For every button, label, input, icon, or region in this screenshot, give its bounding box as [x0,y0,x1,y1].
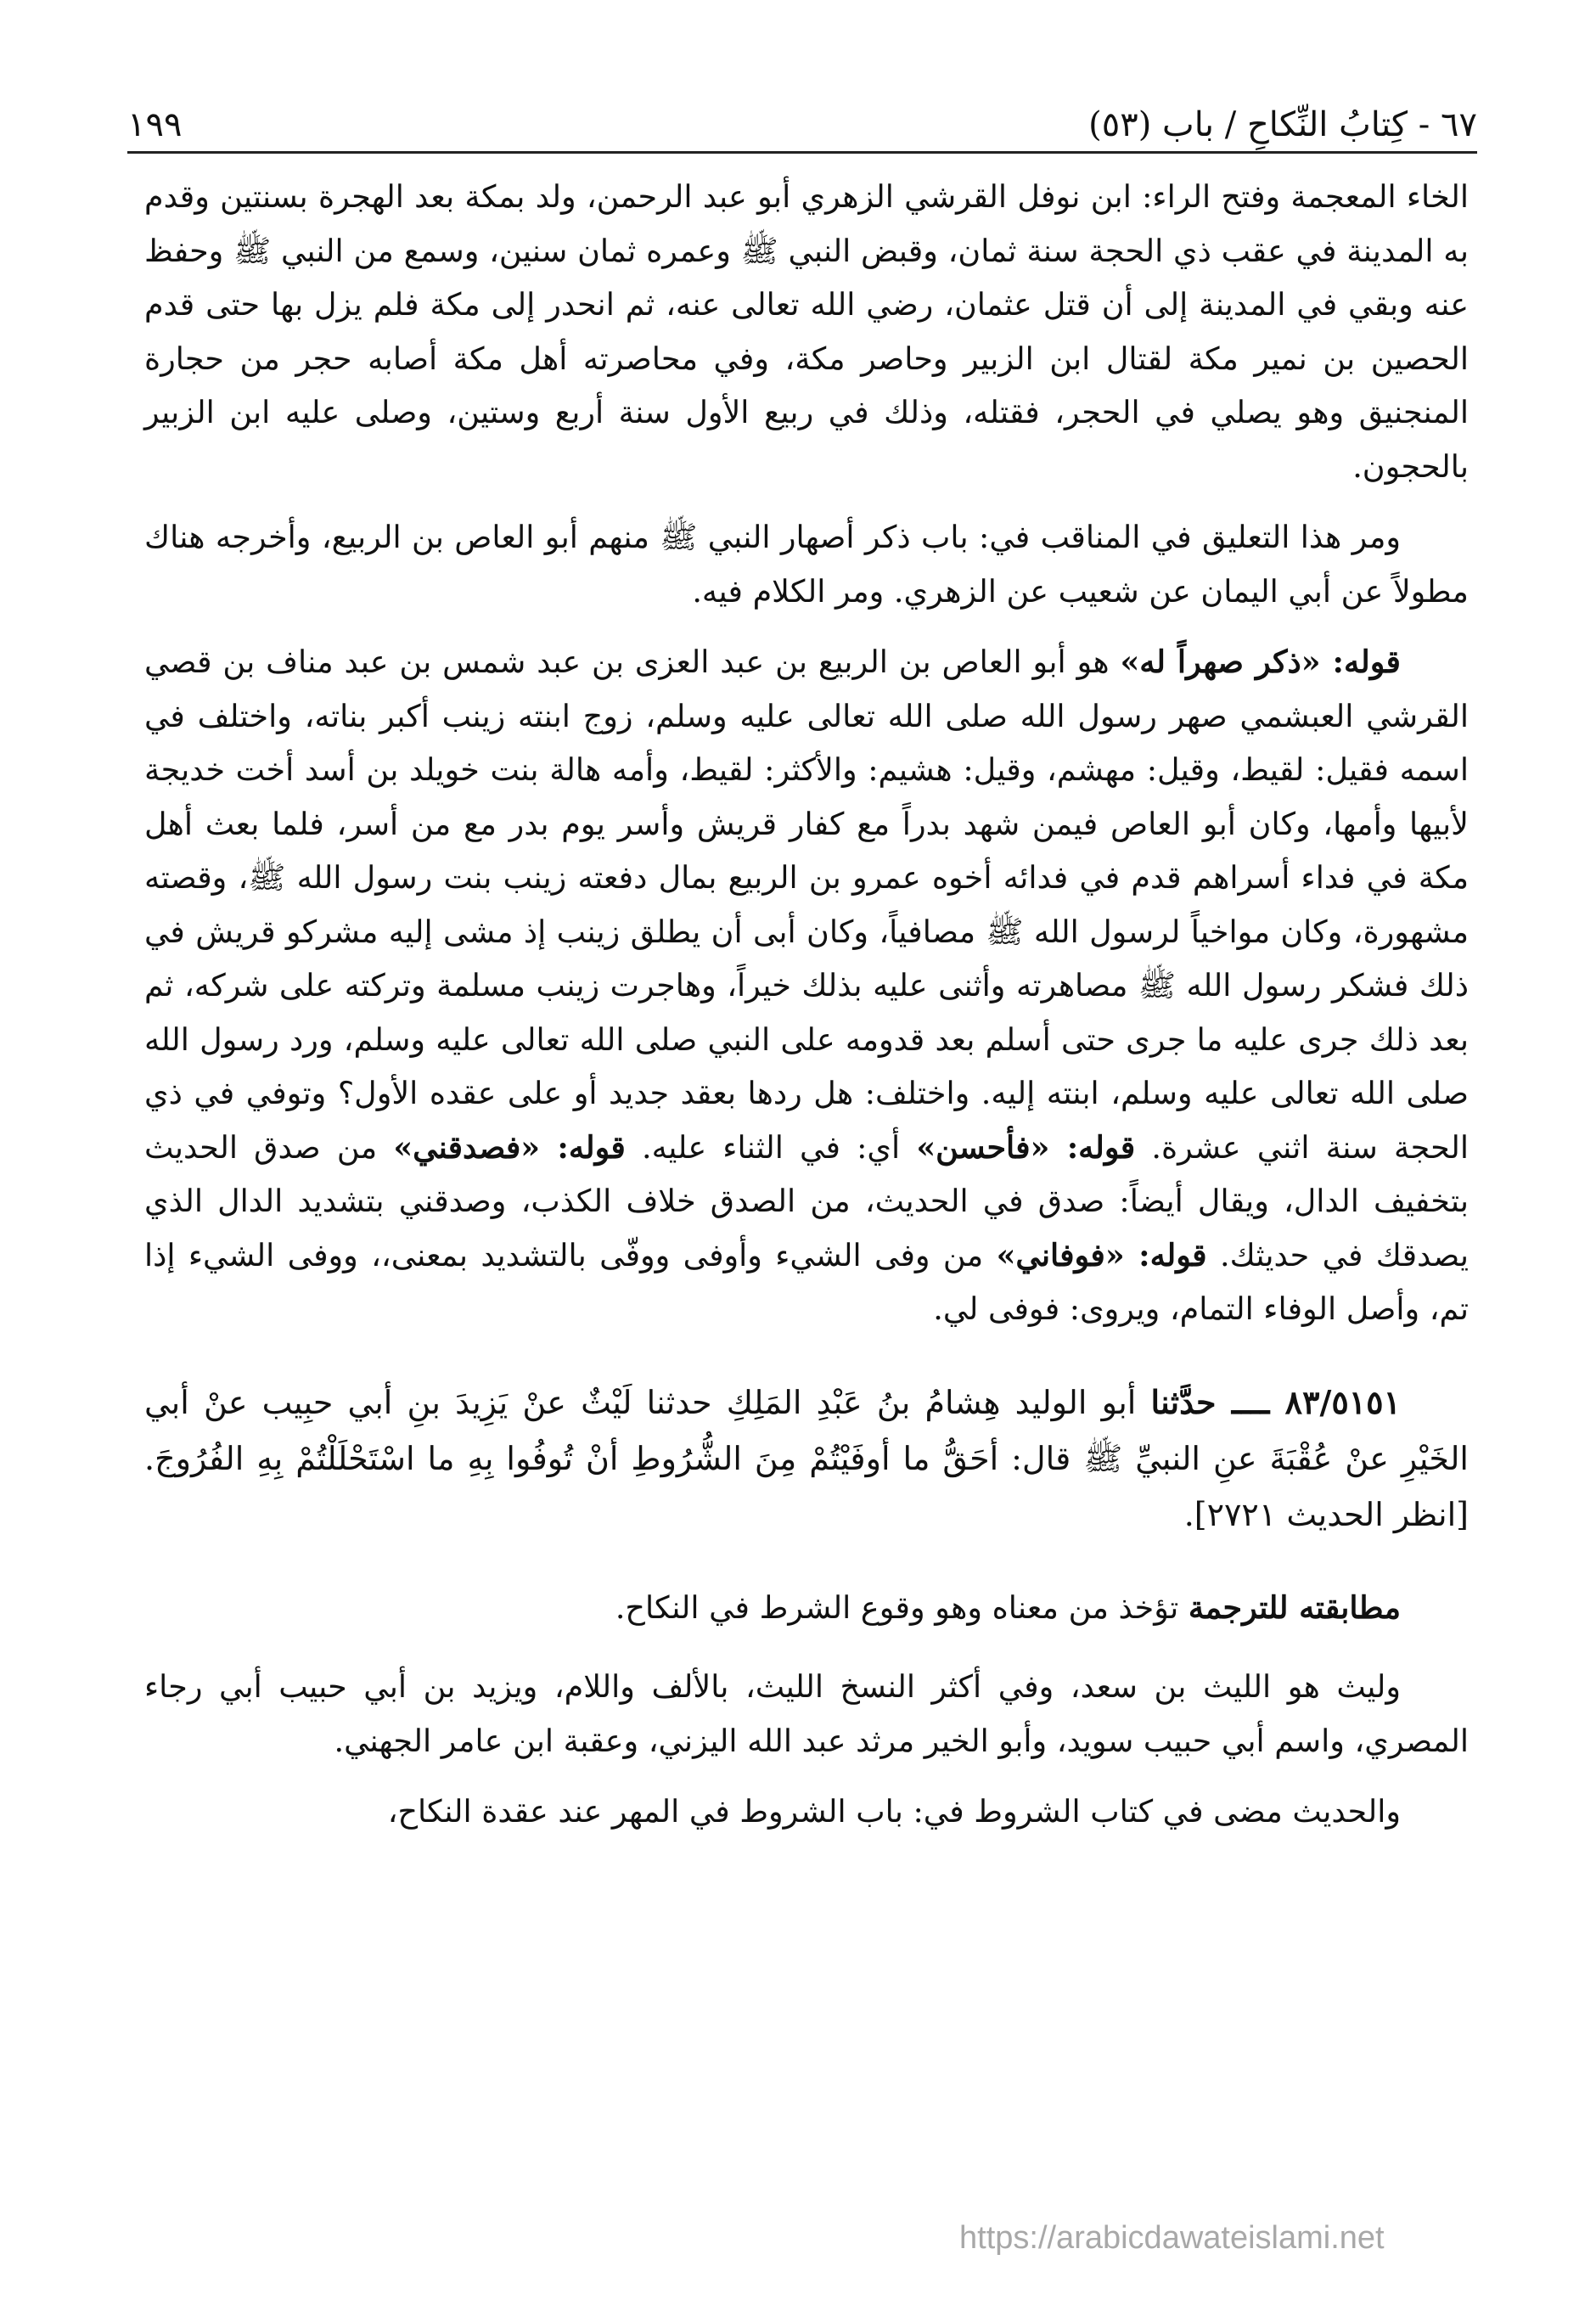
keyword-fa-saddaqani: قوله: «فصدقني» [393,1128,626,1166]
paragraph-mutabaqa [144,1581,1469,1635]
paragraph-narrators: وليث هو الليث بن سعد، وفي أكثر النسخ الليث، بالألف واللام، ويزيد بن أبي حبيب أبي رجاء المصري، واسم أبي حبيب سويد، وأبو الخير مرثد عبد الله اليزني، وعقبة ابن عامر الجهني. [144,1668,1469,1759]
hadith-number: ٨٣/٥١٥١ ــــ [1216,1382,1401,1421]
header-rule [127,151,1477,154]
commentary-text-1: هو أبو العاص بن الربيع بن عبد العزى بن عبد شمس بن عبد مناف بن قصي القرشي العبشمي صهر رسول الله صلى الله تعالى عليه وسلم، زوج ابنته زينب أكبر بناته، واختلف في اسمه فقيل: لقيط، وقيل: مهشم، وقيل: هشيم: والأكثر: لقيط، وأمه هالة بنت خويلد بن أسد أخت خديجة لأبيها وأمها، وكان أبو العاص فيمن شهد بدراً مع كفار قريش وأسر يوم بدر مع من أسر، فلما بعث أهل مكة في فداء أسراهم قدم في فدائه أخوه عمرو بن الربيع بمال دفعته زينب بنت رسول الله ﷺ، وقصته مشهورة، وكان مواخياً لرسول الله ﷺ مصافياً، وكان أبى أن يطلق زينب إذ مشى إليه مشركو قريش في ذلك فشكر رسول الله ﷺ مصاهرته وأثنى عليه بذلك خيراً، وهاجرت زينب مسلمة وتركته على شركه، ثم بعد ذلك جرى عليه ما جرى حتى أسلم بعد قدومه على النبي صلى الله تعالى عليه وسلم، ورد رسول الله صلى الله تعالى عليه وسلم، ابنته إليه. واختلف: هل ردها بعقد جديد أو على عقده الأول؟ وتوفي في ذي الحجة سنة اثني عشرة. [144,644,1469,1166]
hadith-body: أبو الوليد هِشامُ بنُ عَبْدِ المَلِكِ حدثنا لَيْثٌ عنْ يَزِيدَ بنِ أبي حبِيب عنْ أبي الخَيْرِ عنْ عُقْبَةَ عنِ النبيِّ ﷺ قال: أحَقُّ ما أوفَيْتُمْ مِنَ الشُّرُوطِ أنْ تُوفُوا بِهِ ما اسْتَحْلَلْتُمْ بِهِ الفُرُوجَ. [انظر الحديث ٢٧٢١]. [144,1383,1469,1533]
page-header [127,100,1477,144]
hadith-text [144,1375,1469,1543]
mutabaqa-text: تؤخذ من معناه وهو وقوع الشرط في النكاح. [615,1588,1189,1626]
keyword-fa-waffani: قوله: «فوفاني» [996,1236,1207,1273]
page-number: ١٩٩ [127,105,183,144]
paragraph-manaqib-ref: ومر هذا التعليق في المناقب في: باب ذكر أصهار النبي ﷺ منهم أبو العاص بن الربيع، وأخرجه هناك مطولاً عن أبي اليمان عن شعيب عن الزهري. ومر الكلام فيه. [144,519,1469,610]
paragraph-commentary [144,635,1469,1336]
keyword-haddathana: حدَّثنا [1150,1382,1217,1421]
commentary-text-2: أي: في الثناء عليه. [625,1128,917,1166]
paragraph-hadith-ref: والحديث مضى في كتاب الشروط في: باب الشروط في المهر عند عقدة النكاح، [387,1793,1401,1830]
commentary-text-4: من وفى الشيء وأوفى ووفّى بالتشديد بمعنى،، ووفى الشيء إذا تم، وأصل الوفاء التمام، ويروى: فوفى لي. [144,1236,1469,1327]
keyword-mutabaqa: مطابقته للترجمة [1188,1588,1401,1626]
watermark-url: https://arabicdawateislami.net [959,2220,1385,2256]
paragraph-narrator-bio: الخاء المعجمة وفتح الراء: ابن نوفل القرشي الزهري أبو عبد الرحمن، ولد بمكة بعد الهجرة بسنتين وقدم به المدينة في عقب ذي الحجة سنة ثمان، وقبض النبي ﷺ وعمره ثمان سنين، وسمع من النبي ﷺ وحفظ عنه وبقي في المدينة إلى أن قتل عثمان، رضي الله تعالى عنه، ثم انحدر إلى مكة فلم يزل بها حتى قدم الحصين بن نمير مكة لقتال ابن الزبير وحاصر مكة، وفي محاصرته أهل مكة أصابه حجر من حجارة المنجنيق وهو يصلي في الحجر، فقتله، وذلك في ربيع الأول سنة أربع وستين، وصلى عليه ابن الزبير بالحجون. [144,178,1469,485]
keyword-fa-ahsana: قوله: «فأحسن» [916,1128,1136,1166]
chapter-title: ٦٧ - كِتابُ النِّكاحِ / باب (٥٣) [1088,105,1477,144]
keyword-dhakara-sihran: قوله: «ذكر صهراً له» [1120,644,1401,680]
page-body [144,170,1469,1839]
commentary-text-3: من صدق الحديث بتخفيف الدال، ويقال أيضاً: صدق في الحديث، من الصدق خلاف الكذب، وصدقني بتشديد الدال الذي يصدقك في حديثك. [144,1128,1469,1273]
